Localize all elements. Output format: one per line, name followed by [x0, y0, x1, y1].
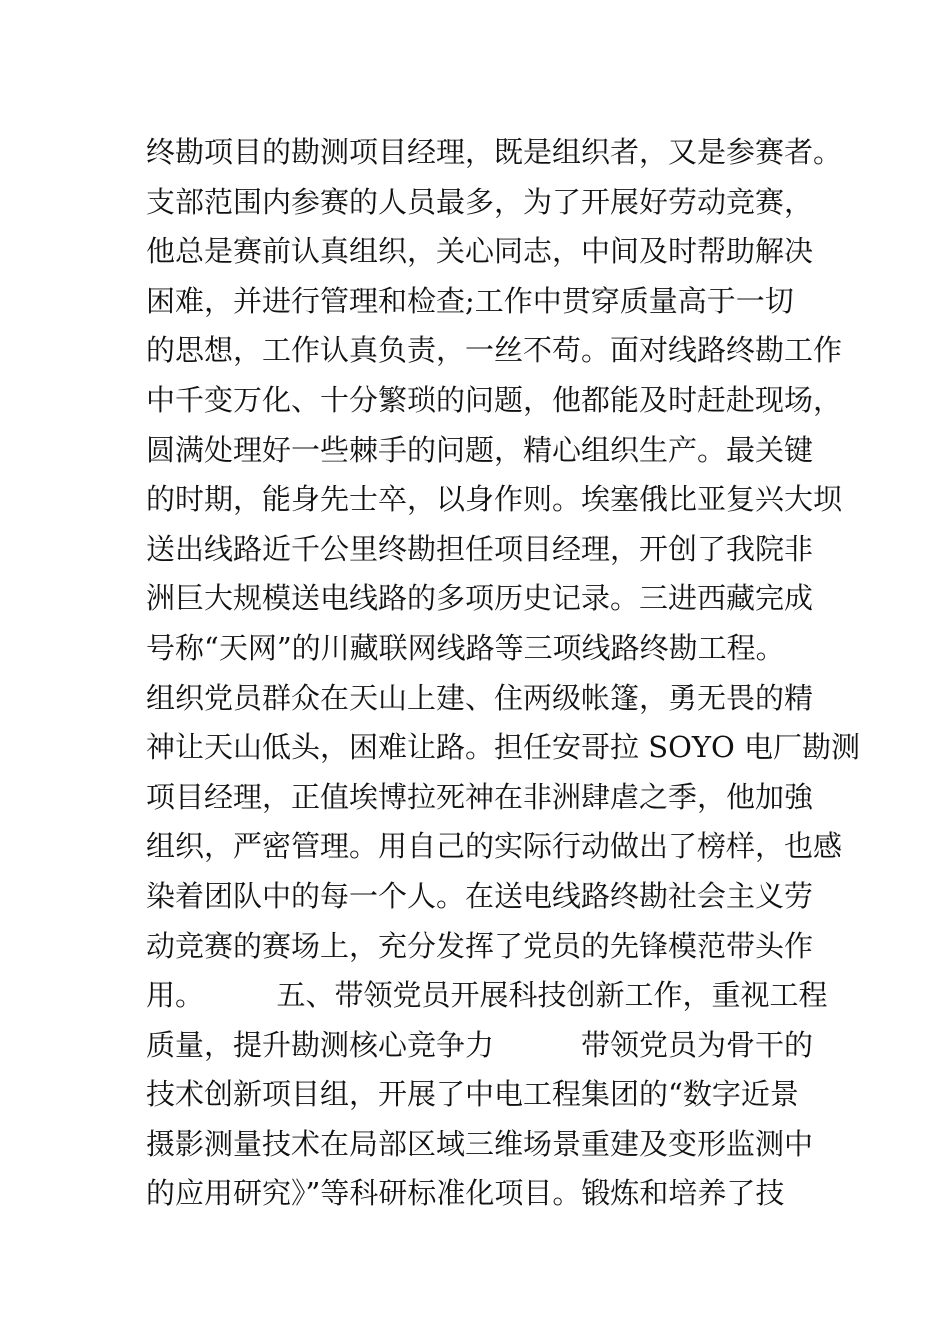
text-line: 动竞赛的赛场上，充分发挥了党员的先锋模范带头作: [146, 928, 814, 963]
text-line: 的时期，能身先士卒，以身作则。埃塞俄比亚复兴大坝: [146, 482, 843, 517]
text-line: 困难，并进行管理和检查;工作中贯穿质量高于一切: [146, 283, 794, 318]
text-line: 的思想，工作认真负责，一丝不苟。面对线路终勘工作: [146, 333, 843, 368]
text-line: 染着团队中的每一个人。在送电线路终勘社会主义劳: [146, 878, 814, 913]
text-line: 圆满处理好一些棘手的问题，精心组织生产。最关键: [146, 432, 814, 467]
text-line: 中千变万化、十分繁琐的问题，他都能及时赶赴现场，: [146, 382, 843, 417]
text-line: 摄影测量技术在局部区域三维场景重建及变形监测中: [146, 1126, 814, 1161]
text-line: 质量，提升勘测核心竞争力 带领党员为骨干的: [146, 1027, 814, 1062]
text-line: 送出线路近千公里终勘担任项目经理，开创了我院非: [146, 531, 814, 566]
text-line: 组织党员群众在天山上建、住两级帐篷，勇无畏的精: [146, 680, 814, 715]
text-line: 项目经理，正值埃博拉死神在非洲肆虐之季，他加強: [146, 779, 814, 814]
text-line: 神让天山低头，困难让路。担任安哥拉 SOYO 电厂勘测: [146, 730, 860, 765]
text-line: 用。 五、带领党员开展科技创新工作，重视工程: [146, 978, 828, 1013]
text-line: 号称“天网”的川藏联网线路等三项线路终勘工程。: [146, 630, 785, 665]
text-line: 终勘项目的勘测项目经理，既是组织者，又是参赛者。: [146, 135, 843, 169]
body-text: [146, 128, 860, 1219]
text-line: 洲巨大规模送电线路的多项历史记录。三进西藏完成: [146, 581, 814, 616]
text-line: 支部范围内参赛的人员最多，为了开展好劳动竞赛，: [146, 184, 814, 219]
text-line: 组织，严密管理。用自己的实际行动做出了榜样，也感: [146, 829, 843, 864]
text-line: 技术创新项目组，开展了中电工程集团的“数字近景: [146, 1077, 799, 1112]
text-line: 的应用研究》”等科研标准化项目。锻炼和培养了技: [146, 1176, 785, 1211]
text-line: 他总是赛前认真组织，关心同志，中间及时帮助解决: [146, 234, 814, 269]
